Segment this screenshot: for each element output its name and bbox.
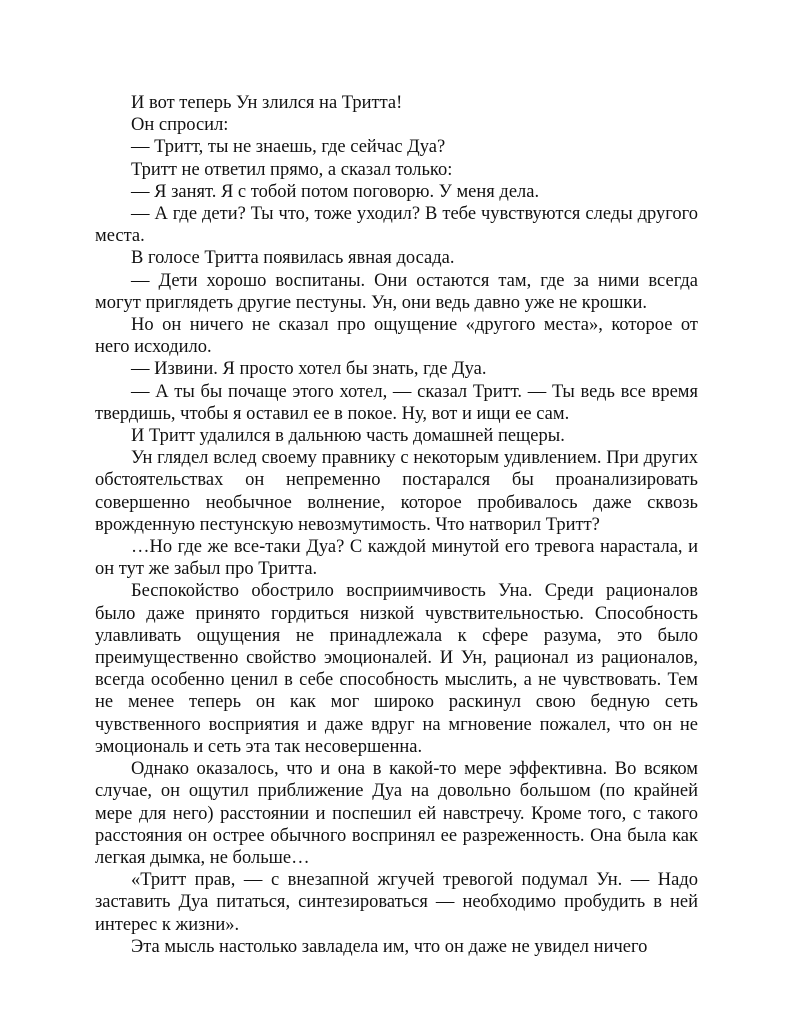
paragraph: Однако оказалось, что и она в какой-то мере эффективна. Во всяком случае, он ощутил приближение Дуа на довольно большом (по крайней мере для него) расстоянии и поспешил ей навстречу. Кроме того, с такого расстояния он острее обычного воспринял ее разреженность. Она была как легкая дымка, не больше… [95, 759, 698, 868]
paragraph: В голосе Тритта появилась явная досада. [131, 248, 455, 269]
paragraph: Ун глядел вслед своему правнику с некоторым удивлением. При других обстоятельствах он непременно постарался бы проанализировать совершенно необычное волнение, которое пробивалось даже сквозь врожденную пестунскую невозмутимость. Что натворил Тритт? [95, 448, 698, 535]
paragraph: …Но где же все-таки Дуа? С каждой минутой его тревога нарастала, и он тут же забыл про Тритта. [95, 537, 698, 580]
paragraph: «Тритт прав, — с внезапной жгучей тревогой подумал Ун. — Надо заставить Дуа питаться, синтезироваться — необходимо пробудить в ней интерес к жизни». [95, 870, 698, 935]
paragraph: — Я занят. Я с тобой потом поговорю. У меня дела. [131, 181, 540, 202]
paragraph: — А где дети? Ты что, тоже уходил? В тебе чувствуются следы другого места. [95, 204, 698, 247]
paragraph: Тритт не ответил прямо, а сказал только: [131, 159, 453, 180]
paragraph: — А ты бы почаще этого хотел, — сказал Тритт. — Ты ведь все время твердишь, чтобы я оставил ее в покое. Ну, вот и ищи ее сам. [95, 381, 698, 424]
book-page [95, 92, 698, 958]
paragraph: Эта мысль настолько завладела им, что он даже не увидел ничего [131, 936, 648, 957]
paragraph: Беспокойство обострило восприимчивость Уна. Среди рационалов было даже принято гордиться низкой чувствительностью. Способность улавливать ощущения не принадлежала к сфере разума, это было преимущественно свойство эмоционалей. И Ун, рационал из рационалов, всегда особенно ценил в себе способность мыслить, а не чувствовать. Тем не менее теперь он как мог широко раскинул свою бедную сеть чувственного восприятия и даже вдруг на мгновение пожалел, что он не эмоциональ и сеть эта так несовершенна. [95, 581, 698, 757]
paragraph: Он спросил: [131, 115, 229, 136]
paragraph: — Тритт, ты не знаешь, где сейчас Дуа? [131, 137, 446, 158]
paragraph: Но он ничего не сказал про ощущение «другого места», которое от него исходило. [95, 315, 698, 358]
paragraph: И Тритт удалился в дальнюю часть домашней пещеры. [131, 426, 565, 447]
paragraph: И вот теперь Ун злился на Тритта! [131, 93, 403, 113]
paragraph: — Извини. Я просто хотел бы знать, где Дуа. [131, 359, 487, 380]
paragraph: — Дети хорошо воспитаны. Они остаются там, где за ними всегда могут приглядеть другие пестуны. Ун, они ведь давно уже не крошки. [95, 270, 698, 313]
